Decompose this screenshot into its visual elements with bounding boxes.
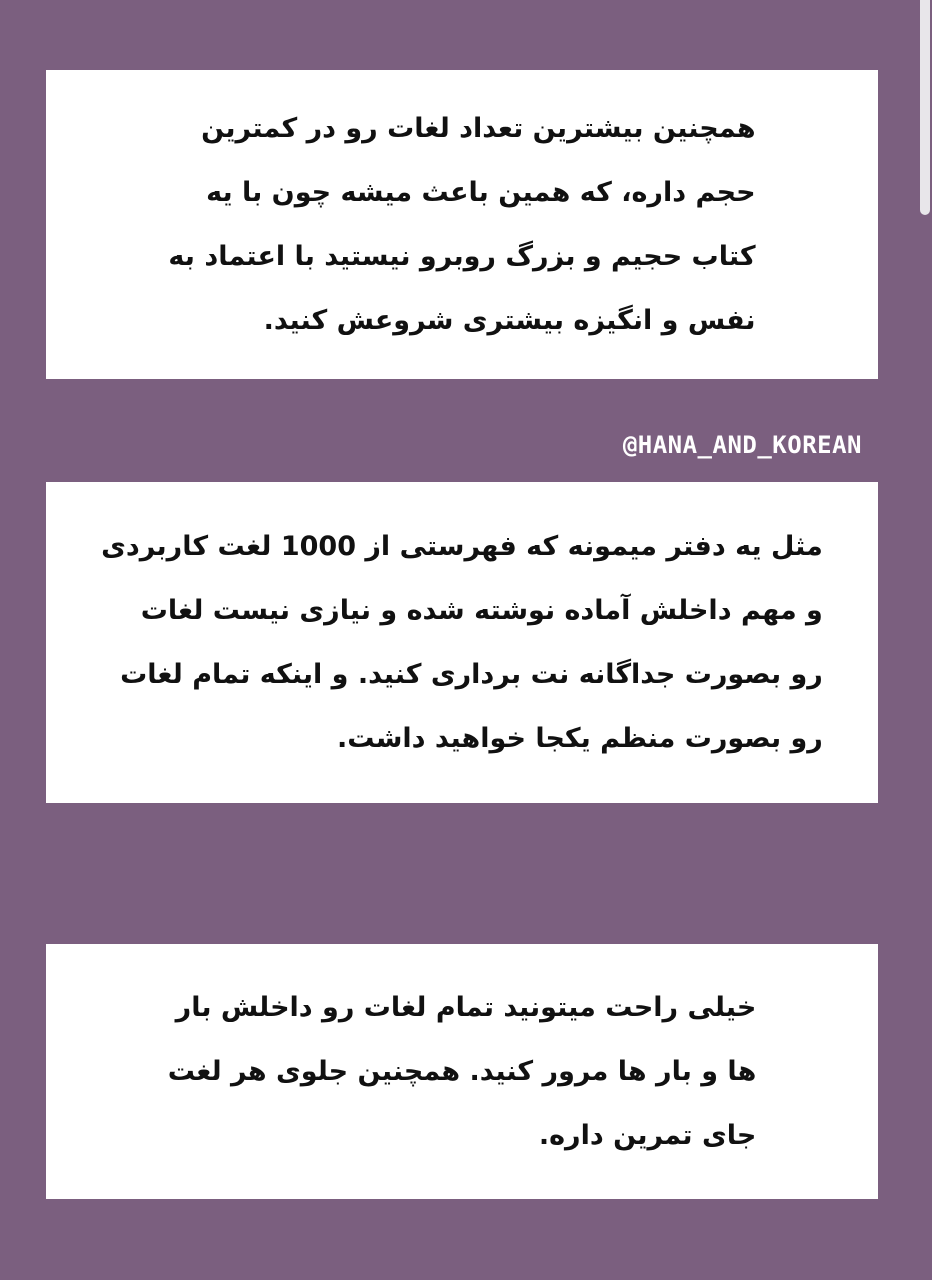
text-card-2 [46,482,878,803]
card-2-text: مثل یه دفتر میمونه که فهرستی از 1000 لغت کاربردی و مهم داخلش آماده نوشته شده و نیازی نیست لغات رو بصورت جداگانه نت برداری کنید. و اینکه تمام لغات رو بصورت منظم یکجا خواهید داشت. [101,530,823,754]
card-3-text: خیلی راحت میتونید تمام لغات رو داخلش بار ها و بار ها مرور کنید. همچنین جلوی هر لغت جای تمرین داره. [167,991,757,1151]
text-card-1 [46,70,878,379]
scrollbar[interactable] [918,0,932,1280]
scrollbar-thumb[interactable] [920,0,930,215]
card-1-text: همچنین بیشترین تعداد لغات رو در کمترین حجم داره، که همین باعث میشه چون با یه کتاب حجیم و بزرگ روبرو نیستید با اعتماد به نفس و انگیزه بیشتری شروعش کنید. [168,112,756,336]
text-card-3 [46,944,878,1199]
watermark-handle: @HANA_AND_KOREAN [622,431,862,459]
